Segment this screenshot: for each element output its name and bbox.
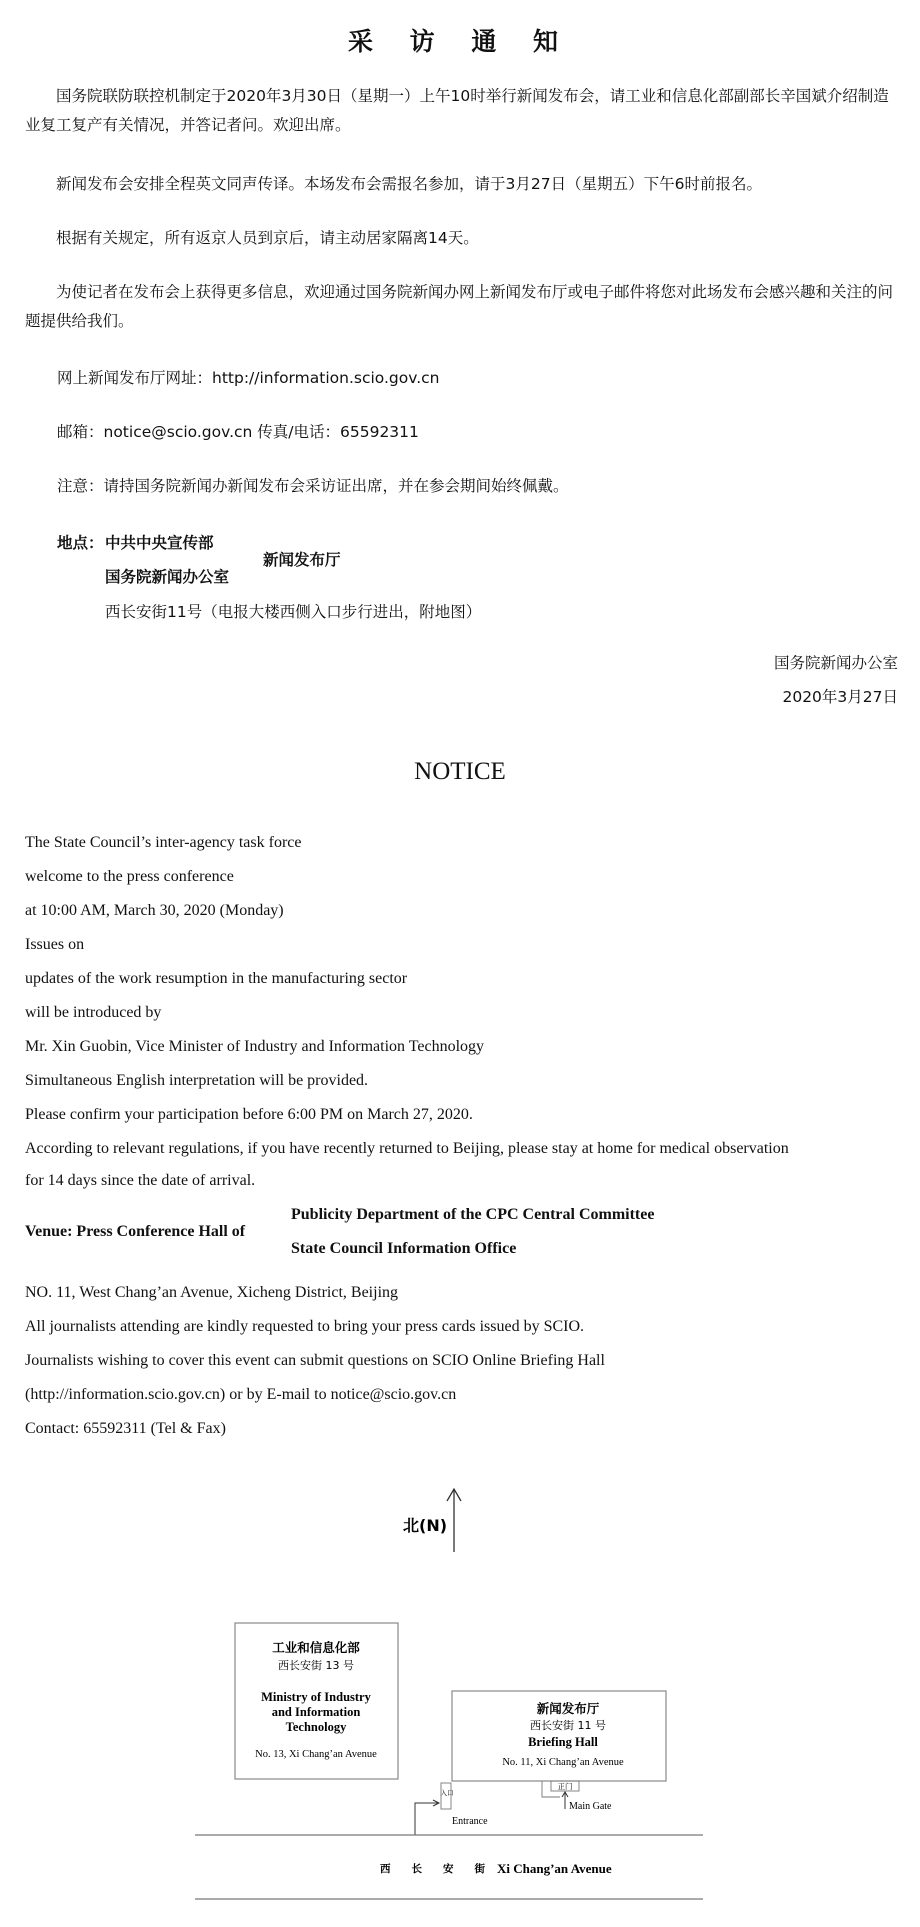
cn-venue-address: 西长安街11号（电报大楼西侧入口步行进出，附地图） bbox=[105, 603, 482, 621]
location-map bbox=[0, 1447, 920, 1927]
en-line: Mr. Xin Guobin, Vice Minister of Industry and Information Technology bbox=[25, 1038, 485, 1055]
ministry-name-en-2: and Information bbox=[271, 1705, 361, 1719]
en-line: for 14 days since the date of arrival. bbox=[25, 1172, 256, 1189]
main-gate-label-en: Main Gate bbox=[569, 1801, 612, 1812]
en-line: According to relevant regulations, if you have recently returned to Beijing, please stay at home for medical observation bbox=[25, 1140, 789, 1157]
en-address-line: NO. 11, West Chang’an Avenue, Xicheng District, Beijing bbox=[25, 1284, 399, 1301]
north-label: 北(N) bbox=[403, 1516, 448, 1535]
en-line: at 10:00 AM, March 30, 2020 (Monday) bbox=[25, 902, 284, 919]
street-name-en: Xi Chang’an Avenue bbox=[497, 1861, 612, 1876]
cn-paragraph-interpretation: 新闻发布会安排全程英文同声传译。本场发布会需报名参加，请于3月27日（星期五）下午6时前报名。 bbox=[56, 175, 762, 193]
ministry-address-cn: 西长安街 13 号 bbox=[278, 1659, 354, 1672]
en-line: will be introduced by bbox=[25, 1004, 162, 1021]
cn-paragraph-quarantine: 根据有关规定，所有返京人员到京后，请主动居家隔离14天。 bbox=[56, 229, 479, 247]
ministry-address-en: No. 13, Xi Chang’an Avenue bbox=[255, 1749, 377, 1760]
en-line: Issues on bbox=[25, 936, 85, 953]
cn-title: 采 访 通 知 bbox=[347, 27, 573, 56]
entrance-label-cn: 入口 bbox=[440, 1789, 454, 1797]
en-venue-org-publicity: Publicity Department of the CPC Central Committee bbox=[291, 1206, 655, 1223]
en-line: Simultaneous English interpretation will be provided. bbox=[25, 1072, 369, 1089]
hall-address-en: No. 11, Xi Chang’an Avenue bbox=[502, 1757, 624, 1768]
en-press-card-line: All journalists attending are kindly requested to bring your press cards issued by SCIO. bbox=[25, 1318, 585, 1335]
hall-name-cn: 新闻发布厅 bbox=[536, 1701, 600, 1716]
ministry-name-cn: 工业和信息化部 bbox=[272, 1640, 360, 1655]
street-name-cn: 西 长 安 街 bbox=[380, 1863, 485, 1875]
en-line: welcome to the press conference bbox=[25, 868, 234, 885]
main-gate-arrow-icon bbox=[562, 1792, 568, 1809]
cn-note-line: 注意：请持国务院新闻办新闻发布会采访证出席，并在参会期间始终佩戴。 bbox=[57, 477, 569, 495]
cn-venue-org-scio: 国务院新闻办公室 bbox=[105, 568, 230, 586]
north-arrow-icon bbox=[447, 1489, 461, 1552]
cn-venue-hall: 新闻发布厅 bbox=[263, 551, 341, 569]
cn-signature: 国务院新闻办公室 bbox=[773, 654, 898, 672]
cn-paragraph-announcement: 国务院联防联控机制定于2020年3月30日（星期一）上午10时举行新闻发布会，请工业和信息化部副部长辛国斌介绍制造业复工复产有关情况，并答记者问。欢迎出席。 bbox=[25, 87, 889, 134]
cn-venue-label: 地点： bbox=[57, 534, 104, 552]
en-line: The State Council’s inter-agency task force bbox=[25, 834, 302, 851]
cn-venue-org-publicity: 中共中央宣传部 bbox=[105, 534, 214, 552]
en-title: NOTICE bbox=[414, 758, 506, 785]
en-questions-line: Journalists wishing to cover this event can submit questions on SCIO Online Briefing Hall bbox=[25, 1352, 605, 1369]
en-line: updates of the work resumption in the manufacturing sector bbox=[25, 970, 408, 987]
ministry-name-en-3: Technology bbox=[285, 1720, 347, 1734]
cn-date: 2020年3月27日 bbox=[782, 688, 898, 706]
en-venue-label: Venue: Press Conference Hall of bbox=[25, 1223, 246, 1240]
en-questions-line-2: (http://information.scio.gov.cn) or by E-mail to notice@scio.gov.cn bbox=[25, 1386, 457, 1403]
entrance-path-arrow-icon bbox=[415, 1800, 439, 1835]
ministry-name-en-1: Ministry of Industry bbox=[261, 1690, 371, 1704]
en-contact-line: Contact: 65592311 (Tel & Fax) bbox=[25, 1420, 226, 1437]
main-gate-label-cn: 正门 bbox=[557, 1782, 573, 1791]
en-venue-org-scio: State Council Information Office bbox=[291, 1240, 517, 1257]
cn-website-line: 网上新闻发布厅网址：http://information.scio.gov.cn bbox=[57, 369, 440, 387]
hall-name-en: Briefing Hall bbox=[528, 1735, 598, 1749]
entrance-label-en: Entrance bbox=[452, 1816, 488, 1827]
cn-email-line: 邮箱：notice@scio.gov.cn 传真/电话：65592311 bbox=[57, 423, 419, 441]
hall-address-cn: 西长安街 11 号 bbox=[530, 1719, 606, 1732]
cn-paragraph-questions: 为使记者在发布会上获得更多信息，欢迎通过国务院新闻办网上新闻发布厅或电子邮件将您对此场发布会感兴趣和关注的问题提供给我们。 bbox=[25, 283, 894, 330]
en-line: Please confirm your participation before 6:00 PM on March 27, 2020. bbox=[25, 1106, 473, 1123]
